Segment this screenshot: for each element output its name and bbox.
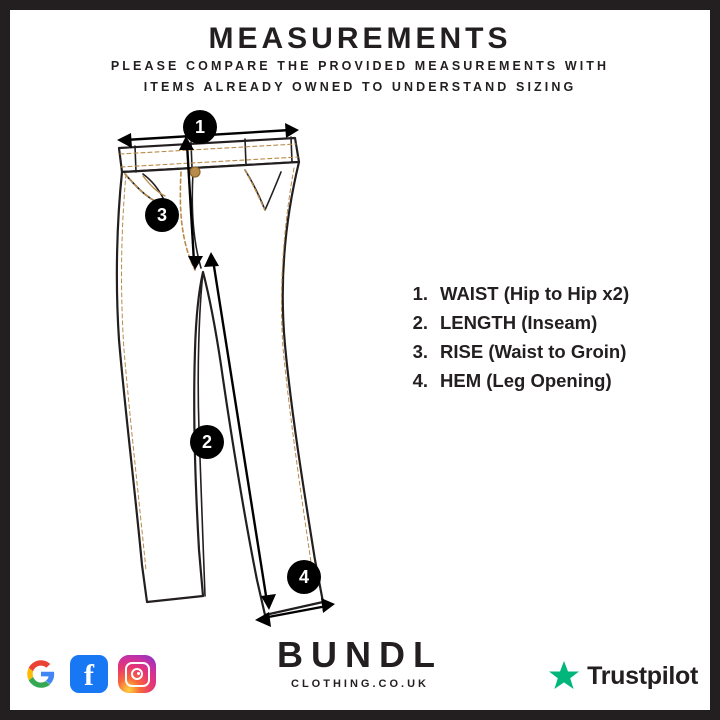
list-item-label: RISE (Waist to Groin) [440,341,627,362]
list-item-number: 1. [412,283,428,304]
badge-waist: 1 [183,110,217,144]
google-icon[interactable] [22,655,60,693]
list-item-number: 2. [412,312,428,333]
social-links [22,655,156,693]
list-item-label: HEM (Leg Opening) [440,370,612,391]
list-item [398,341,698,363]
frame-border-top [0,0,720,10]
jeans-svg [95,110,405,630]
subtitle-line-2: ITEMS ALREADY OWNED TO UNDERSTAND SIZING [143,80,577,94]
instagram-camera-glyph [125,662,150,687]
subtitle-line-1: PLEASE COMPARE THE PROVIDED MEASUREMENTS WITH [110,59,610,73]
facebook-f-glyph: f [84,659,94,692]
badge-rise: 3 [145,198,179,232]
list-item-number: 3. [412,341,428,362]
list-item-label: WAIST (Hip to Hip x2) [440,283,630,304]
facebook-icon[interactable] [70,655,108,693]
badge-hem: 4 [287,560,321,594]
jeans-diagram [95,110,405,630]
list-item-number: 4. [412,370,428,391]
google-g-glyph [26,659,56,689]
list-item-label: LENGTH (Inseam) [440,312,598,333]
instagram-lens-dot [137,672,140,675]
brand-website: CLOTHING.CO.UK [291,678,429,690]
list-item [398,370,698,392]
trustpilot-badge[interactable] [548,660,698,692]
page-subtitle [50,56,670,98]
instagram-icon[interactable] [118,655,156,693]
frame-border-right [710,0,720,720]
trustpilot-label: Trustpilot [587,661,698,690]
measurement-list [398,283,698,399]
list-item [398,312,698,334]
frame-border-bottom [0,710,720,720]
brand-name: BUNDL [277,634,443,675]
trustpilot-star-icon [548,660,580,692]
page-title: MEASUREMENTS [208,22,512,55]
list-item [398,283,698,305]
badge-length: 2 [190,425,224,459]
frame-border-left [0,0,10,720]
